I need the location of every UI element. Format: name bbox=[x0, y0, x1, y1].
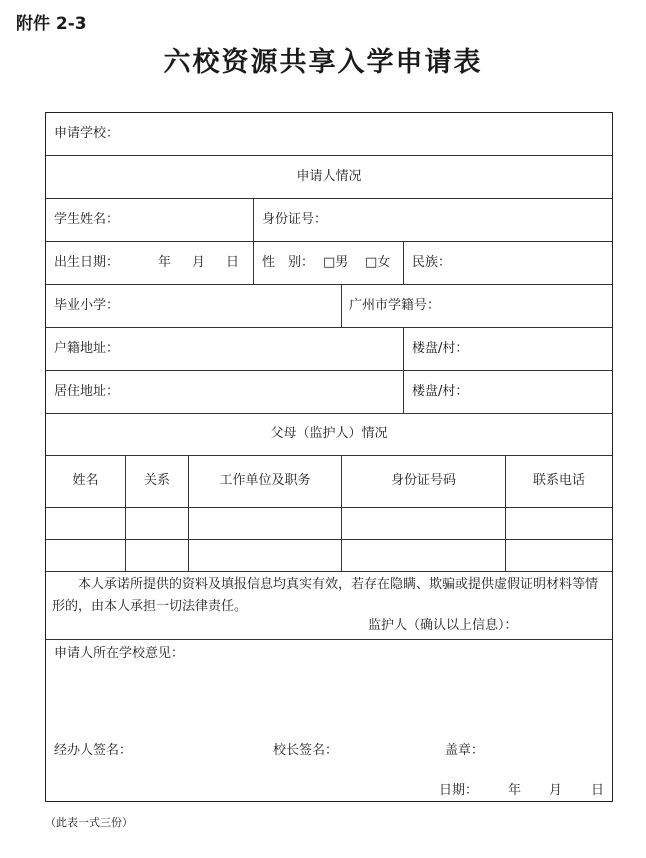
date-label: 日期： bbox=[439, 783, 479, 798]
seal-label: 盖章： bbox=[445, 743, 485, 758]
column-header: 关系 bbox=[143, 473, 170, 488]
building-label: 楼盘/村： bbox=[412, 341, 469, 356]
row-divider bbox=[46, 241, 612, 242]
gender-label: 性 别： bbox=[262, 255, 315, 270]
building-label: 楼盘/村： bbox=[412, 384, 469, 399]
year-label: 年 bbox=[508, 783, 522, 798]
col-divider bbox=[253, 198, 254, 284]
hukou-address-label: 户籍地址： bbox=[54, 341, 120, 356]
month-label: 月 bbox=[549, 783, 563, 798]
male-checkbox[interactable]: □男 bbox=[323, 255, 349, 270]
promise-statement: 本人承诺所提供的资料及填报信息均真实有效，若存在隐瞒、欺骗或提供虚假证明材料等情形的，由本人承担一切法律责任。 bbox=[52, 577, 599, 614]
school-opinion-label: 申请人所在学校意见： bbox=[54, 646, 185, 661]
row-divider bbox=[46, 539, 612, 540]
female-checkbox[interactable]: □女 bbox=[365, 255, 391, 270]
handler-sign-label: 经办人签名： bbox=[54, 743, 133, 758]
row-divider bbox=[46, 455, 612, 456]
application-form bbox=[45, 112, 613, 802]
row-divider bbox=[46, 571, 612, 572]
day-label: 日 bbox=[591, 783, 605, 798]
column-header: 身份证号码 bbox=[390, 473, 456, 488]
page-title: 六校资源共享入学申请表 bbox=[163, 47, 483, 78]
apply-school-label: 申请学校： bbox=[54, 126, 120, 141]
row-divider bbox=[46, 155, 612, 156]
id-number-label: 身份证号： bbox=[262, 212, 328, 227]
col-divider bbox=[403, 241, 404, 284]
day-label: 日 bbox=[226, 255, 240, 270]
row-divider bbox=[46, 327, 612, 328]
residence-address-label: 居住地址： bbox=[54, 384, 120, 399]
row-divider bbox=[46, 413, 612, 414]
student-name-label: 学生姓名： bbox=[54, 212, 120, 227]
student-reg-label: 广州市学籍号： bbox=[349, 298, 441, 313]
attachment-label: 附件 2-3 bbox=[16, 14, 87, 34]
column-header: 工作单位及职务 bbox=[219, 473, 311, 488]
row-divider bbox=[46, 370, 612, 371]
row-divider bbox=[46, 284, 612, 285]
guardian-section-title: 父母（监护人）情况 bbox=[270, 426, 388, 441]
guardian-confirm-label: 监护人（确认以上信息）： bbox=[368, 618, 518, 633]
primary-school-label: 毕业小学： bbox=[54, 298, 120, 313]
column-header: 联系电话 bbox=[532, 473, 585, 488]
principal-sign-label: 校长签名： bbox=[273, 743, 339, 758]
col-divider bbox=[403, 327, 404, 413]
birth-date-label: 出生日期： bbox=[54, 255, 120, 270]
ethnicity-label: 民族： bbox=[412, 255, 452, 270]
row-divider bbox=[46, 198, 612, 199]
copies-note: （此表一式三份） bbox=[45, 816, 133, 829]
month-label: 月 bbox=[192, 255, 206, 270]
applicant-section-title: 申请人情况 bbox=[296, 169, 362, 184]
row-divider bbox=[46, 639, 612, 640]
year-label: 年 bbox=[158, 255, 172, 270]
row-divider bbox=[46, 507, 612, 508]
column-header: 姓名 bbox=[72, 473, 99, 488]
col-divider bbox=[341, 284, 342, 327]
